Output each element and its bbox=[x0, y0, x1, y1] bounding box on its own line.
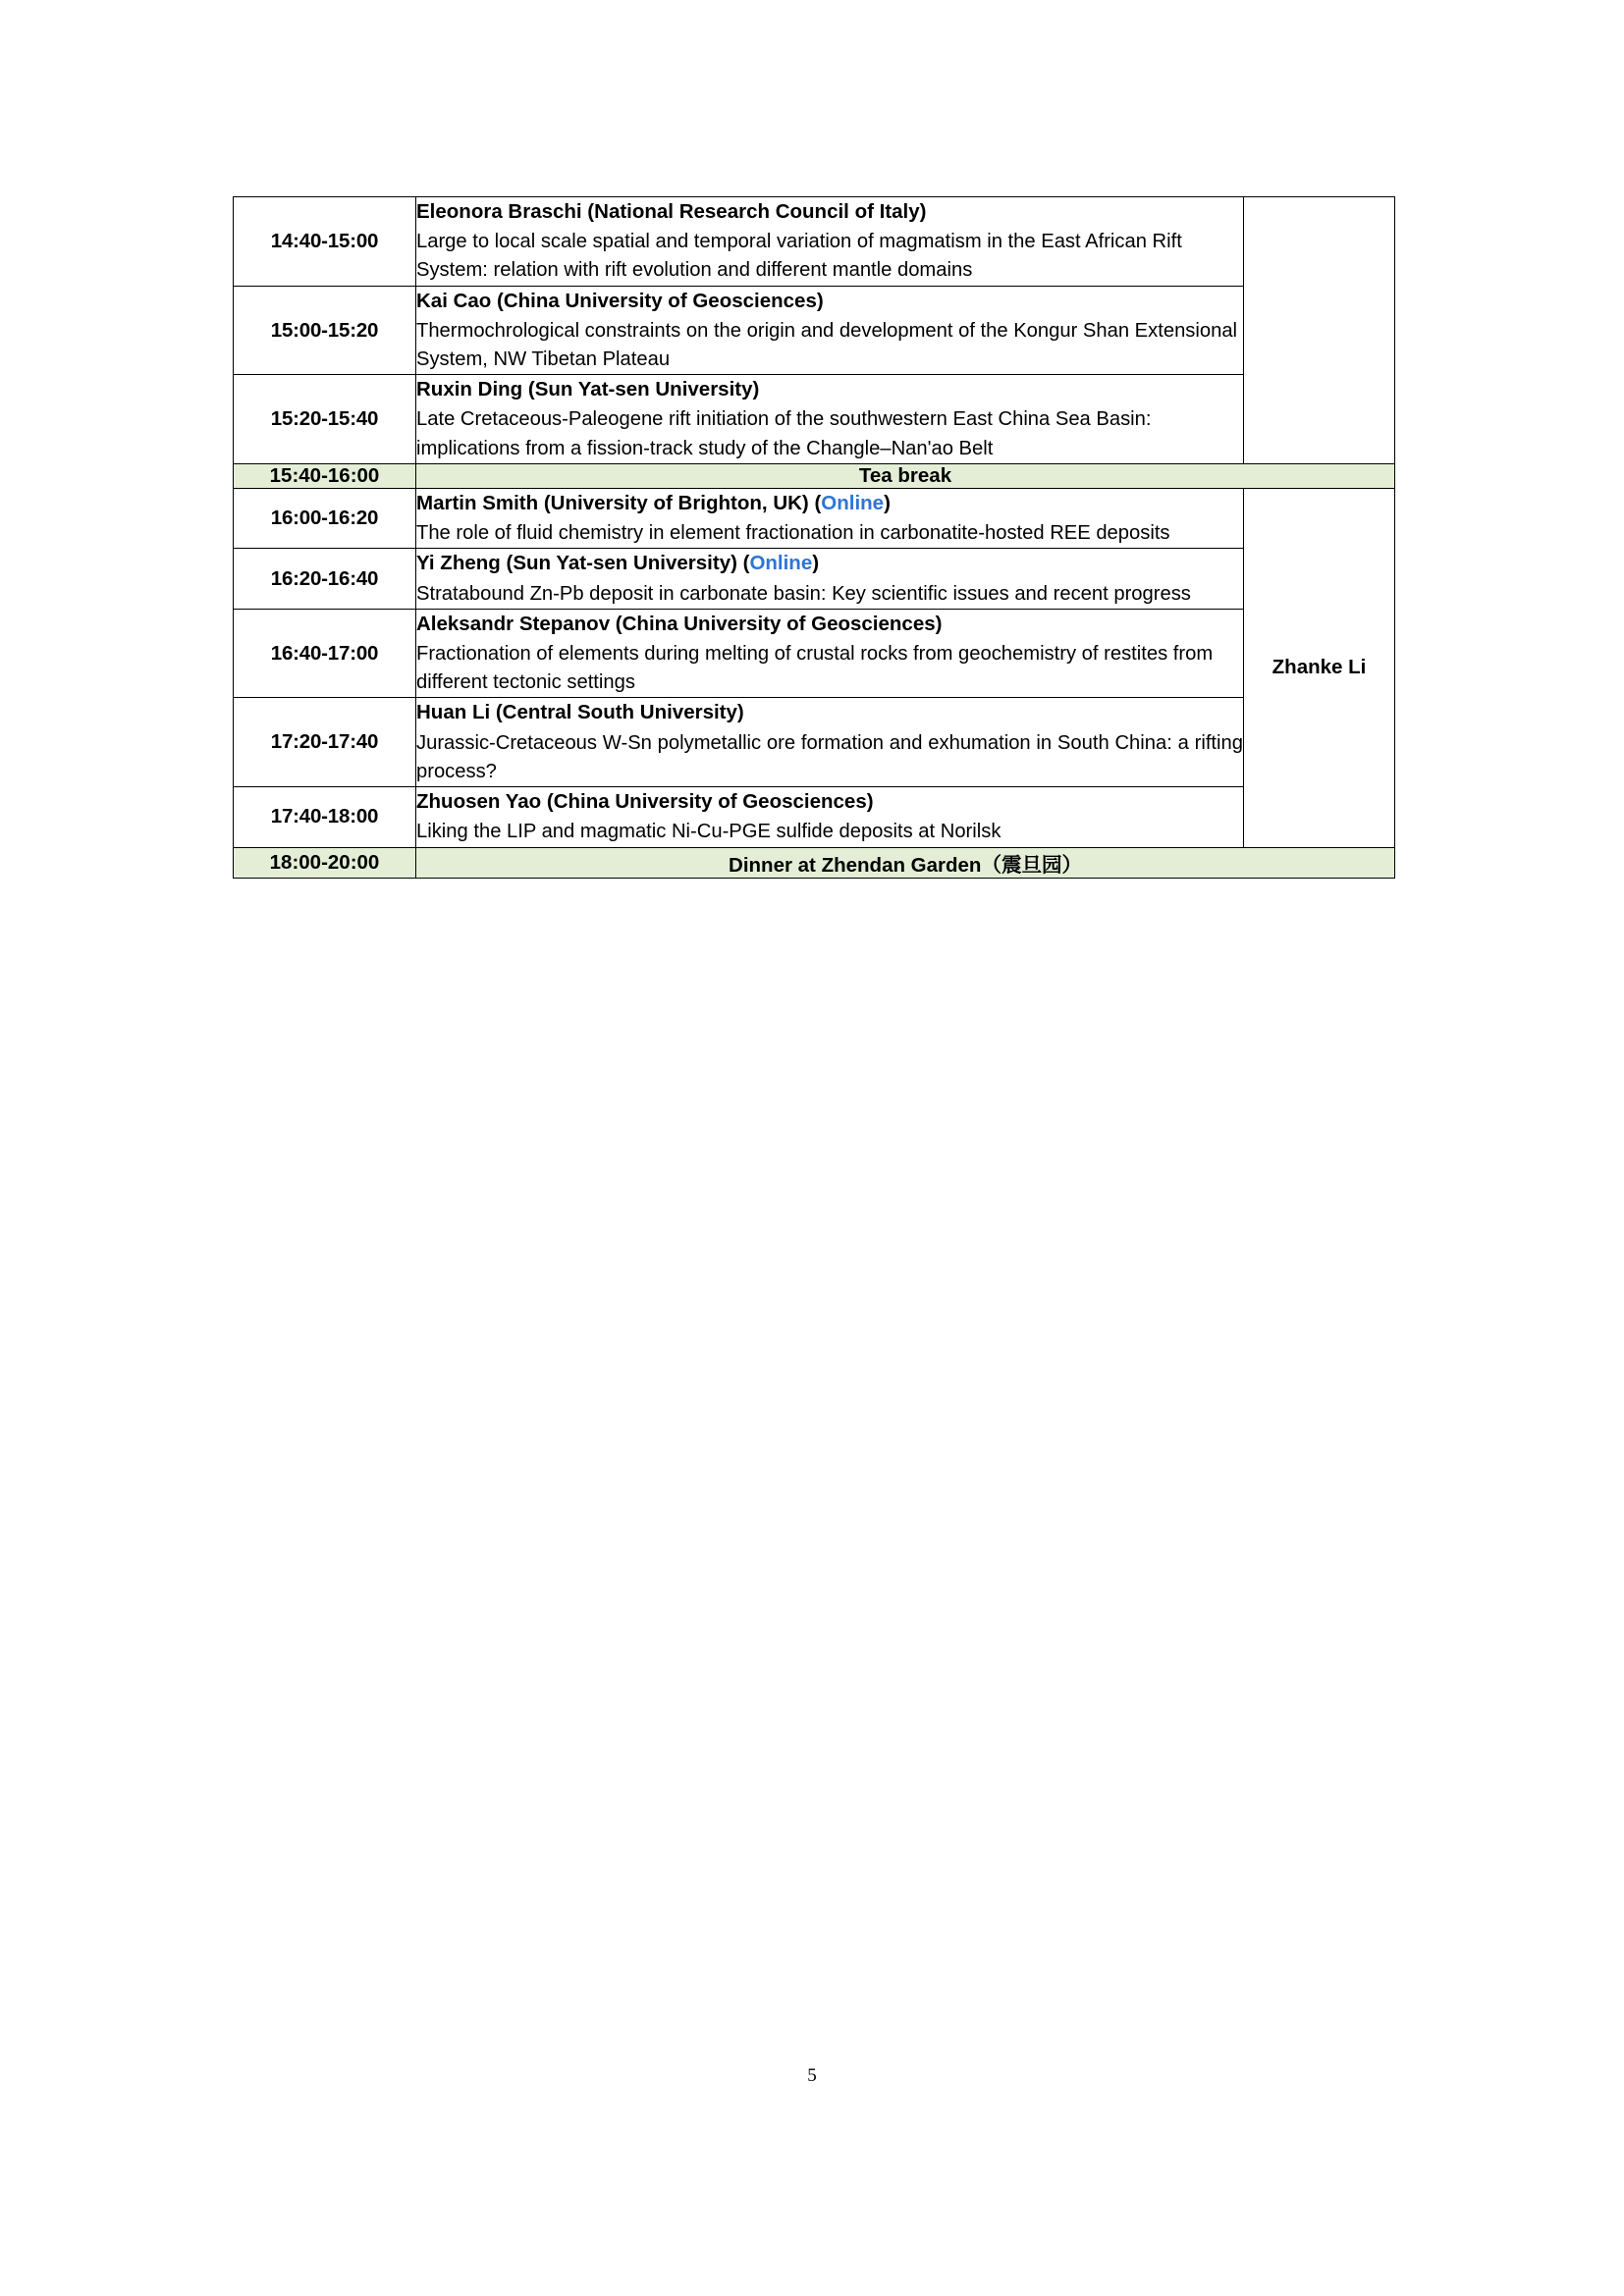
speaker-name: Ruxin Ding (Sun Yat-sen University) bbox=[416, 378, 760, 401]
page-number: 5 bbox=[807, 2065, 817, 2086]
break-time: 18:00-20:00 bbox=[234, 847, 416, 878]
session-time: 14:40-15:00 bbox=[234, 197, 416, 287]
session-time: 17:20-17:40 bbox=[234, 698, 416, 787]
online-badge: Online bbox=[821, 492, 885, 515]
session-content bbox=[416, 286, 1244, 375]
talk-title: Large to local scale spatial and temporal variation of magmatism in the East African Rift System: relation with rift evolution and different mantle domains bbox=[416, 231, 1182, 282]
table-row bbox=[234, 609, 1395, 698]
session-time: 16:20-16:40 bbox=[234, 549, 416, 609]
speaker-name-tail: ) bbox=[884, 492, 891, 515]
conference-schedule-table bbox=[233, 196, 1395, 879]
session-chair-cell bbox=[1244, 197, 1395, 464]
break-time: 15:40-16:00 bbox=[234, 464, 416, 489]
session-content bbox=[416, 197, 1244, 287]
session-chair-cell bbox=[1244, 489, 1395, 848]
table-row bbox=[234, 375, 1395, 464]
speaker-name: Kai Cao (China University of Geosciences) bbox=[416, 289, 824, 312]
session-time: 17:40-18:00 bbox=[234, 787, 416, 847]
online-badge: Online bbox=[749, 552, 813, 575]
talk-title: Thermochrological constraints on the origin and development of the Kongur Shan Extensional System, NW Tibetan Plateau bbox=[416, 319, 1238, 371]
session-time: 16:40-17:00 bbox=[234, 609, 416, 698]
table-row-break bbox=[234, 847, 1395, 878]
talk-title: Fractionation of elements during melting of crustal rocks from geochemistry of restites from different tectonic settings bbox=[416, 642, 1214, 694]
speaker-name bbox=[416, 489, 1243, 517]
speaker-name: Zhuosen Yao (China University of Geosciences) bbox=[416, 790, 874, 814]
table-row bbox=[234, 787, 1395, 847]
session-content bbox=[416, 375, 1244, 464]
table-row bbox=[234, 286, 1395, 375]
table-row bbox=[234, 197, 1395, 287]
break-label: Tea break bbox=[416, 464, 1395, 489]
session-content bbox=[416, 698, 1244, 787]
table-row bbox=[234, 698, 1395, 787]
talk-title: Stratabound Zn-Pb deposit in carbonate basin: Key scientific issues and recent progress bbox=[416, 582, 1191, 605]
table-row bbox=[234, 489, 1395, 549]
speaker-name-text: Yi Zheng (Sun Yat-sen University) ( bbox=[416, 552, 750, 575]
session-content bbox=[416, 489, 1244, 549]
speaker-name: Eleonora Braschi (National Research Council of Italy) bbox=[416, 200, 927, 223]
session-time: 15:20-15:40 bbox=[234, 375, 416, 464]
schedule-body bbox=[234, 197, 1395, 879]
talk-title: Late Cretaceous-Paleogene rift initiation of the southwestern East China Sea Basin: implications from a fission-track study of the Changle–Nan'ao Belt bbox=[416, 408, 1152, 459]
session-content bbox=[416, 787, 1244, 847]
session-time: 16:00-16:20 bbox=[234, 489, 416, 549]
session-content bbox=[416, 549, 1244, 609]
speaker-name-text: Martin Smith (University of Brighton, UK) ( bbox=[416, 492, 822, 515]
talk-title: Jurassic-Cretaceous W-Sn polymetallic ore formation and exhumation in South China: a rifting process? bbox=[416, 731, 1243, 782]
speaker-name bbox=[416, 549, 1243, 577]
session-content bbox=[416, 609, 1244, 698]
table-row bbox=[234, 549, 1395, 609]
talk-title: The role of fluid chemistry in element fractionation in carbonatite-hosted REE deposits bbox=[416, 522, 1170, 545]
talk-title: Liking the LIP and magmatic Ni-Cu-PGE sulfide deposits at Norilsk bbox=[416, 821, 1001, 843]
speaker-name: Huan Li (Central South University) bbox=[416, 701, 744, 724]
break-label: Dinner at Zhendan Garden（震旦园） bbox=[416, 847, 1395, 878]
speaker-name-tail: ) bbox=[812, 552, 820, 575]
speaker-name: Aleksandr Stepanov (China University of Geosciences) bbox=[416, 612, 943, 635]
table-row-break bbox=[234, 464, 1395, 489]
chair-name: Zhanke Li bbox=[1272, 655, 1367, 678]
session-time: 15:00-15:20 bbox=[234, 286, 416, 375]
